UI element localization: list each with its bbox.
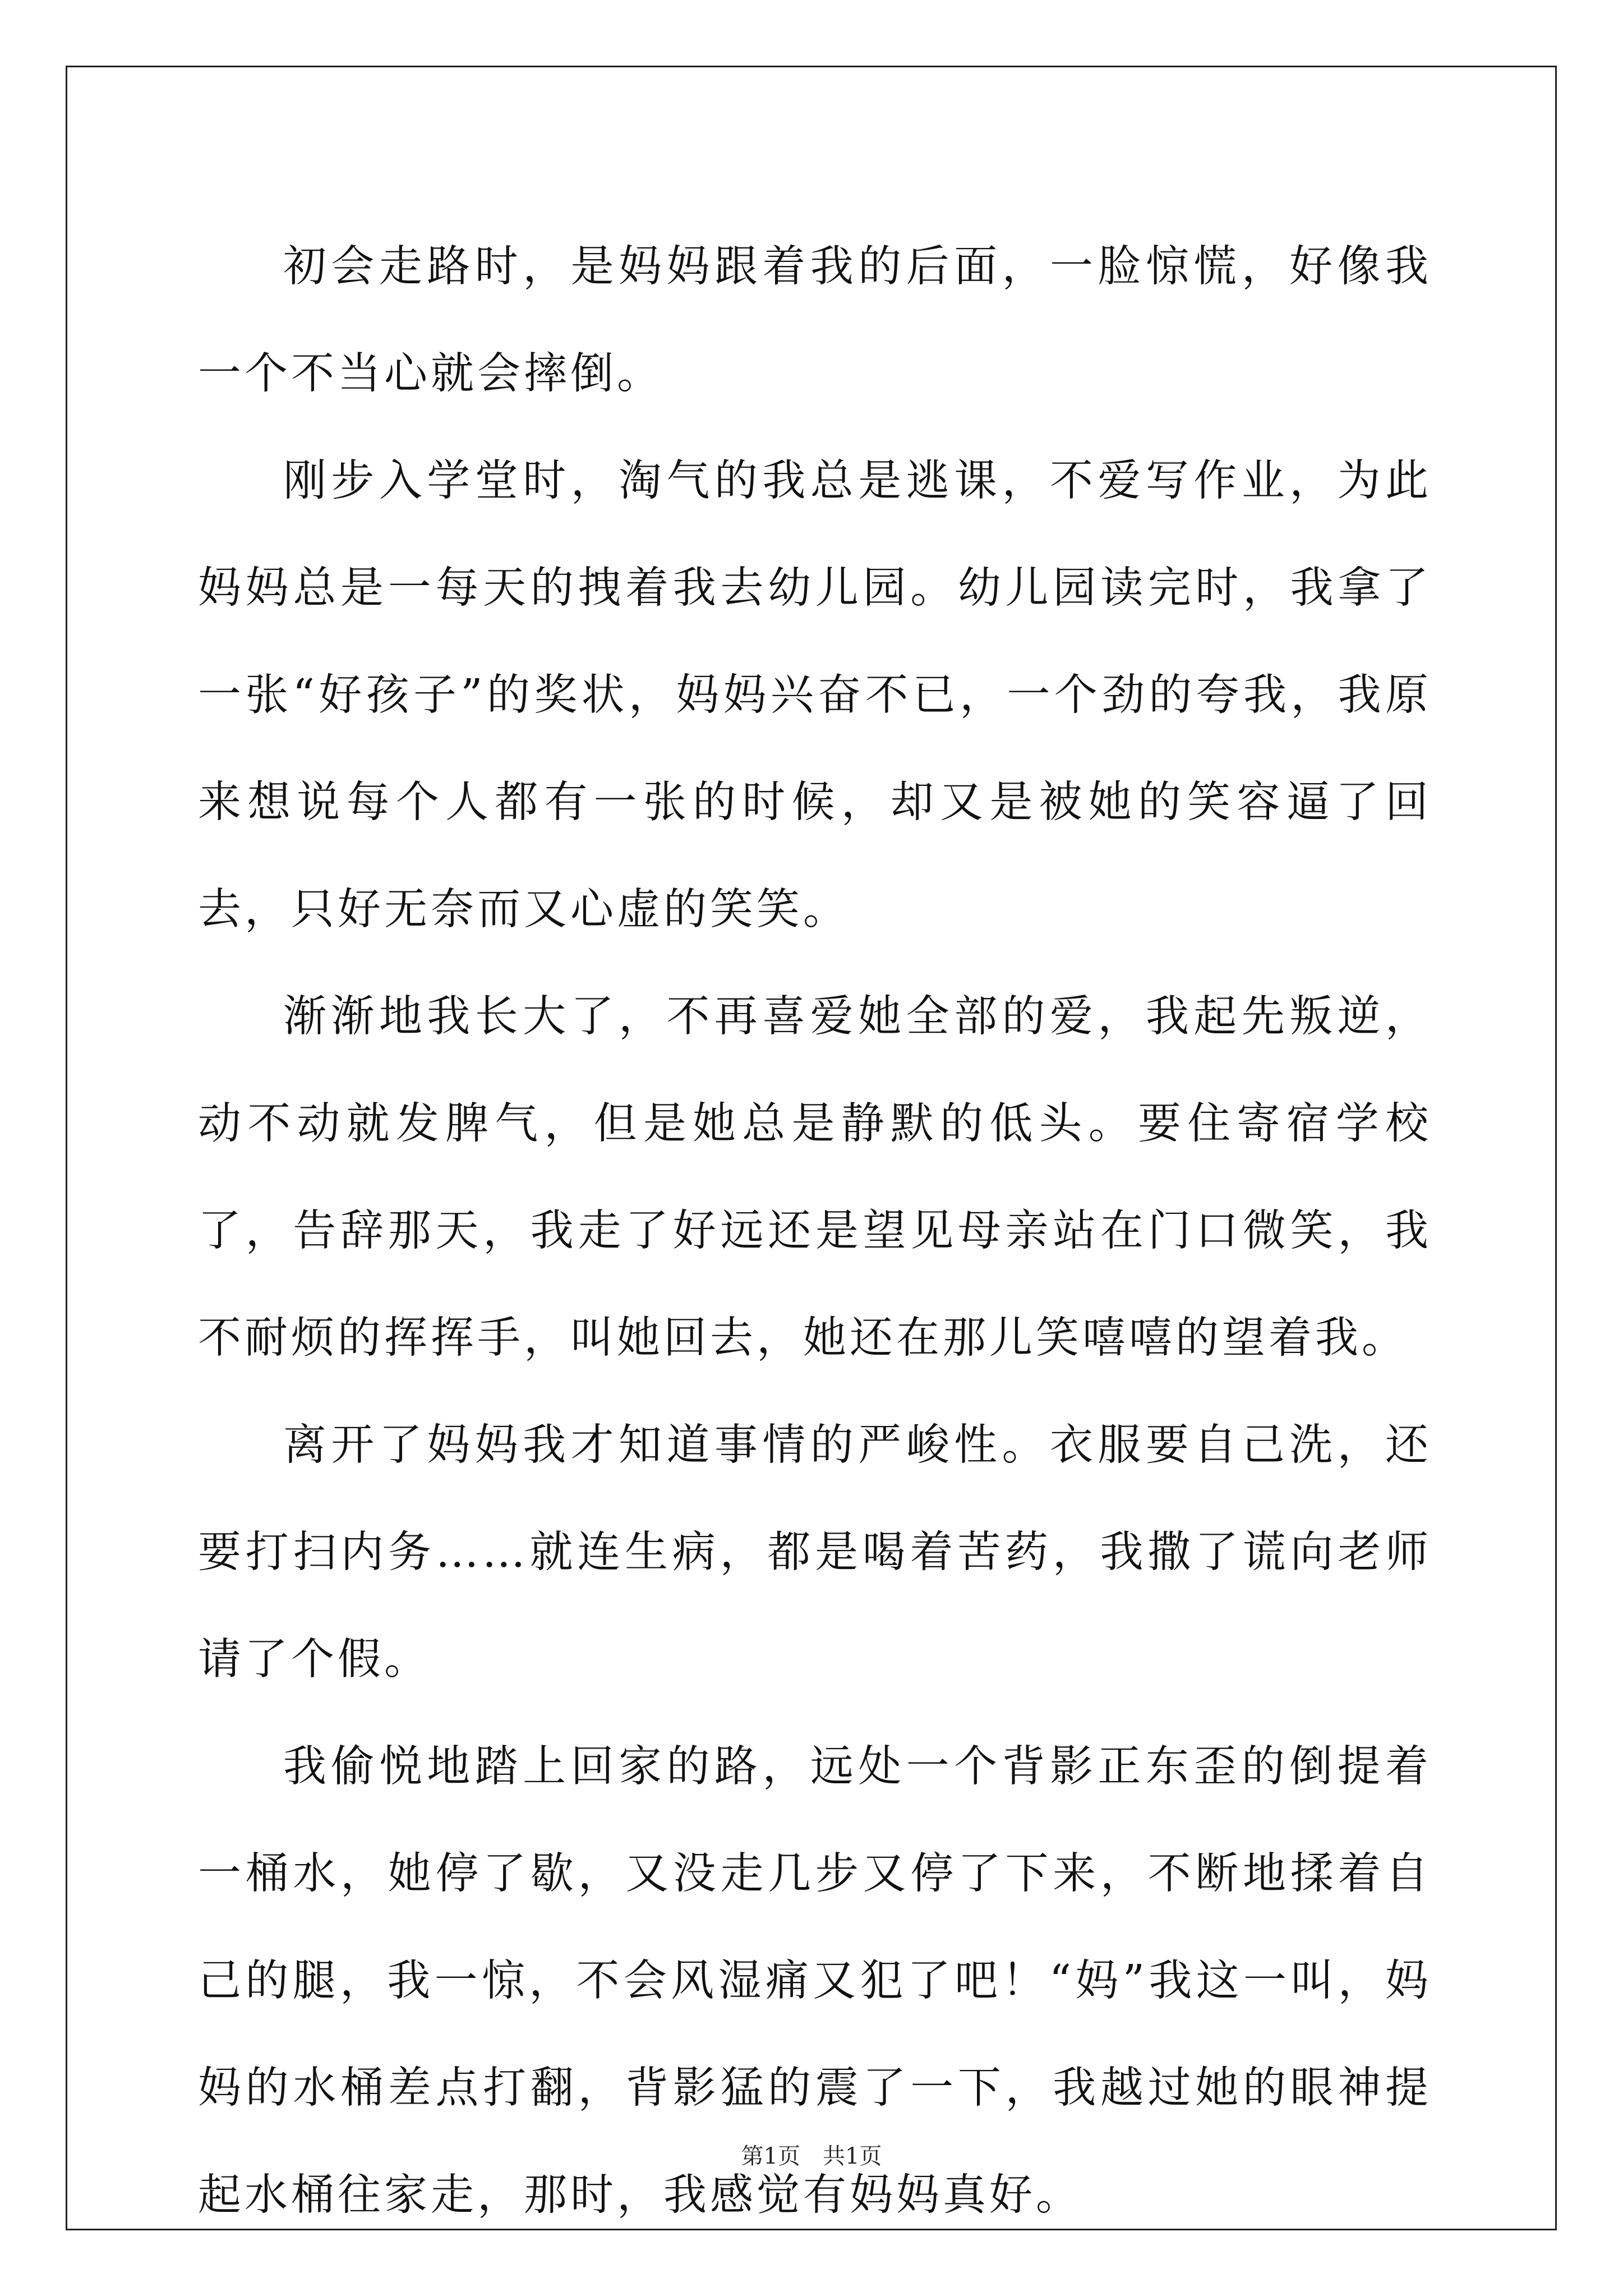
document-body [198, 213, 1432, 2249]
paragraph: 渐渐地我长大了，不再喜爱她全部的爱，我起先叛逆，动不动就发脾气，但是她总是静默的低头。要住寄宿学校了，告辞那天，我走了好远还是望见母亲站在门口微笑，我不耐烦的挥挥手，叫她回去，她还在那儿笑嘻嘻的望着我。 [198, 992, 1432, 1363]
paragraph: 初会走路时，是妈妈跟着我的后面，一脸惊慌，好像我一个不当心就会摔倒。 [198, 242, 1432, 399]
page-number-footer: 第1页 共1页 [741, 2143, 882, 2169]
paragraph: 我偷悦地踏上回家的路，远处一个背影正东歪的倒提着一桶水，她停了歇，又没走几步又停了下来，不断地揉着自己的腿，我一惊，不会风湿痛又犯了吧！“妈”我这一叫，妈妈的水桶差点打翻，背影猛的震了一下，我越过她的眼神提起水桶往家走，那时，我感觉有妈妈真好。 [198, 1742, 1432, 2220]
paragraph: 离开了妈妈我才知道事情的严峻性。衣服要自己洗，还要打扫内务……就连生病，都是喝着苦药，我撒了谎向老师请了个假。 [198, 1420, 1432, 1685]
paragraph: 刚步入学堂时，淘气的我总是逃课，不爱写作业，为此妈妈总是一每天的拽着我去幼儿园。幼儿园读完时，我拿了一张“好孩子”的奖状，妈妈兴奋不已，一个劲的夸我，我原来想说每个人都有一张的时候，却又是被她的笑容逼了回去，只好无奈而又心虚的笑笑。 [198, 456, 1432, 935]
